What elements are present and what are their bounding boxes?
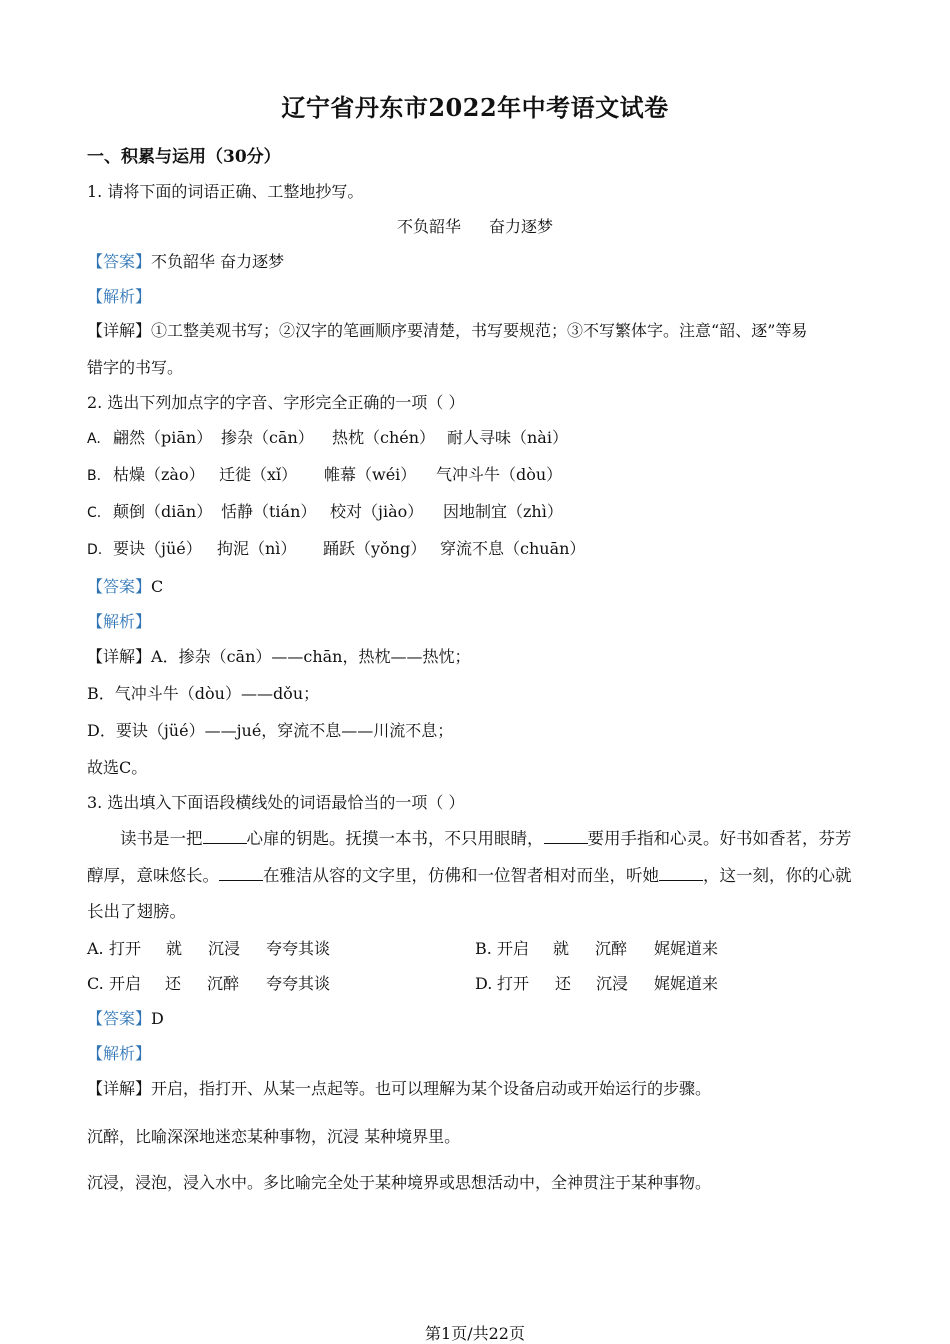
q3-passage-line2 <box>87 864 852 887</box>
option-item: 拘泥（nì） <box>217 539 297 558</box>
option-item: 沉醉 <box>595 939 628 958</box>
passage-text: 读书是一把 <box>120 829 203 848</box>
passage-text: 醇厚，意味悠长。 <box>87 866 219 885</box>
option-item: 打开 <box>497 974 530 993</box>
q3-detail-1 <box>87 1078 711 1100</box>
q3-passage-line1 <box>120 827 852 850</box>
detail-text: ①工整美观书写；②汉字的笔画顺序要清楚，书写要规范；③不写繁体字。注意“韶、逐”等易 <box>151 321 808 340</box>
option-item: 开启 <box>497 939 530 958</box>
option-item: 恬静（tián） <box>221 502 317 521</box>
passage-text: 心扉的钥匙。抚摸一本书，不只用眼睛， <box>246 829 544 848</box>
q1-answer <box>87 251 284 273</box>
option-label: A. <box>87 431 101 447</box>
option-item: 夸夸其谈 <box>266 939 331 958</box>
answer-tag: 【答案】 <box>87 252 152 271</box>
option-item: 娓娓道来 <box>654 939 719 958</box>
q1-words <box>0 216 950 238</box>
answer-text: D <box>151 1009 164 1028</box>
option-item: 打开 <box>109 939 142 958</box>
option-label: D. <box>475 974 493 993</box>
option-item: 还 <box>555 974 572 993</box>
detail-text: A．掺杂（cān）——chān，热枕——热忱； <box>151 647 471 666</box>
option-label: B. <box>87 468 102 484</box>
option-item: 掺杂（cān） <box>221 428 314 447</box>
option-item: 迁徙（xǐ） <box>219 465 298 484</box>
option-item: 气冲斗牛（dòu） <box>436 465 563 484</box>
option-item: 翩然（piān） <box>113 428 213 447</box>
option-item: 耐人寻味（nài） <box>447 428 568 447</box>
option-item: 沉浸 <box>596 974 629 993</box>
page-title: 辽宁省丹东市2022年中考语文试卷 <box>281 93 669 122</box>
detail-text: 开启，指打开、从某一点起等。也可以理解为某个设备启动或开始运行的步骤。 <box>151 1079 712 1098</box>
fill-blank <box>203 827 247 844</box>
option-item: 还 <box>165 974 182 993</box>
option-item: 沉醉 <box>207 974 240 993</box>
detail-tag: 【详解】 <box>87 647 152 666</box>
answer-text: 不负韶华 奋力逐梦 <box>151 252 285 271</box>
q2-answer <box>87 576 163 598</box>
option-item: 沉浸 <box>208 939 241 958</box>
option-item: 颠倒（diān） <box>113 502 213 521</box>
section-heading: 一、积累与运用（30分） <box>87 147 281 167</box>
option-item: 就 <box>166 939 183 958</box>
q2-stem: 2. 选出下列加点字的字音、字形完全正确的一项（ ） <box>87 393 465 412</box>
q3-option-d <box>475 973 718 995</box>
option-item: 帷幕（wéi） <box>324 465 417 484</box>
option-label: C. <box>87 505 102 521</box>
option-item: 因地制宜（zhì） <box>443 502 563 521</box>
option-item: 就 <box>553 939 570 958</box>
analysis-tag: 【解析】 <box>87 1044 152 1063</box>
q3-detail-2: 沉醉，比喻深深地迷恋某种事物，沉浸 某种境界里。 <box>87 1127 461 1146</box>
q1-word-1: 不负韶华 <box>396 217 461 236</box>
option-item: 开启 <box>109 974 142 993</box>
q3-option-b <box>475 938 718 960</box>
option-item: 校对（jiào） <box>330 502 424 521</box>
option-item: 踊跃（yǒng） <box>323 539 427 558</box>
fill-blank <box>219 864 263 881</box>
q3-answer <box>87 1008 164 1030</box>
detail-tag: 【详解】 <box>87 1079 152 1098</box>
passage-text: 在雅洁从容的文字里，仿佛和一位智者相对而坐，听她 <box>263 866 659 885</box>
page-footer: 第1页/共22页 <box>425 1324 525 1343</box>
option-item: 娓娓道来 <box>654 974 719 993</box>
fill-blank <box>659 864 703 881</box>
q3-stem: 3. 选出填入下面语段横线处的词语最恰当的一项（ ） <box>87 793 465 812</box>
option-item: 穿流不息（chuān） <box>440 539 586 558</box>
q3-option-c <box>87 973 330 995</box>
passage-text: ，这一刻，你的心就 <box>703 866 852 885</box>
q2-detail-b: B．气冲斗牛（dòu）——dǒu； <box>87 684 320 703</box>
option-label: B. <box>475 939 492 958</box>
fill-blank <box>544 827 588 844</box>
q2-option-a <box>87 427 568 450</box>
q1-detail-line2: 错字的书写。 <box>87 358 184 377</box>
q2-option-d <box>87 538 585 561</box>
q2-option-b <box>87 464 562 487</box>
passage-text: 要用手指和心灵。好书如香茗，芬芳 <box>587 829 852 848</box>
answer-tag: 【答案】 <box>87 577 152 596</box>
q1-detail-line1 <box>87 320 807 342</box>
q3-passage-line3: 长出了翅膀。 <box>87 902 186 921</box>
option-item: 要诀（jüé） <box>113 539 202 558</box>
option-item: 夸夸其谈 <box>266 974 331 993</box>
q2-detail-a <box>87 646 471 668</box>
q3-option-a <box>87 938 330 960</box>
q3-detail-3: 沉浸，浸泡，浸入水中。多比喻完全处于某种境界或思想活动中，全神贯注于某种事物。 <box>87 1173 712 1192</box>
q2-conclusion: 故选C。 <box>87 758 148 777</box>
answer-text: C <box>151 577 164 596</box>
q2-detail-d: D．要诀（jüé）——jué，穿流不息——川流不息； <box>87 721 454 740</box>
q1-stem: 1. 请将下面的词语正确、工整地抄写。 <box>87 182 364 201</box>
option-label: A. <box>87 939 104 958</box>
option-item: 枯燥（zào） <box>113 465 205 484</box>
option-label: D. <box>87 542 103 558</box>
analysis-tag: 【解析】 <box>87 287 152 306</box>
q1-word-2: 奋力逐梦 <box>489 217 554 236</box>
answer-tag: 【答案】 <box>87 1009 152 1028</box>
option-item: 热枕（chén） <box>332 428 436 447</box>
q2-option-c <box>87 501 563 524</box>
option-label: C. <box>87 974 104 993</box>
detail-tag: 【详解】 <box>87 321 152 340</box>
analysis-tag: 【解析】 <box>87 612 152 631</box>
